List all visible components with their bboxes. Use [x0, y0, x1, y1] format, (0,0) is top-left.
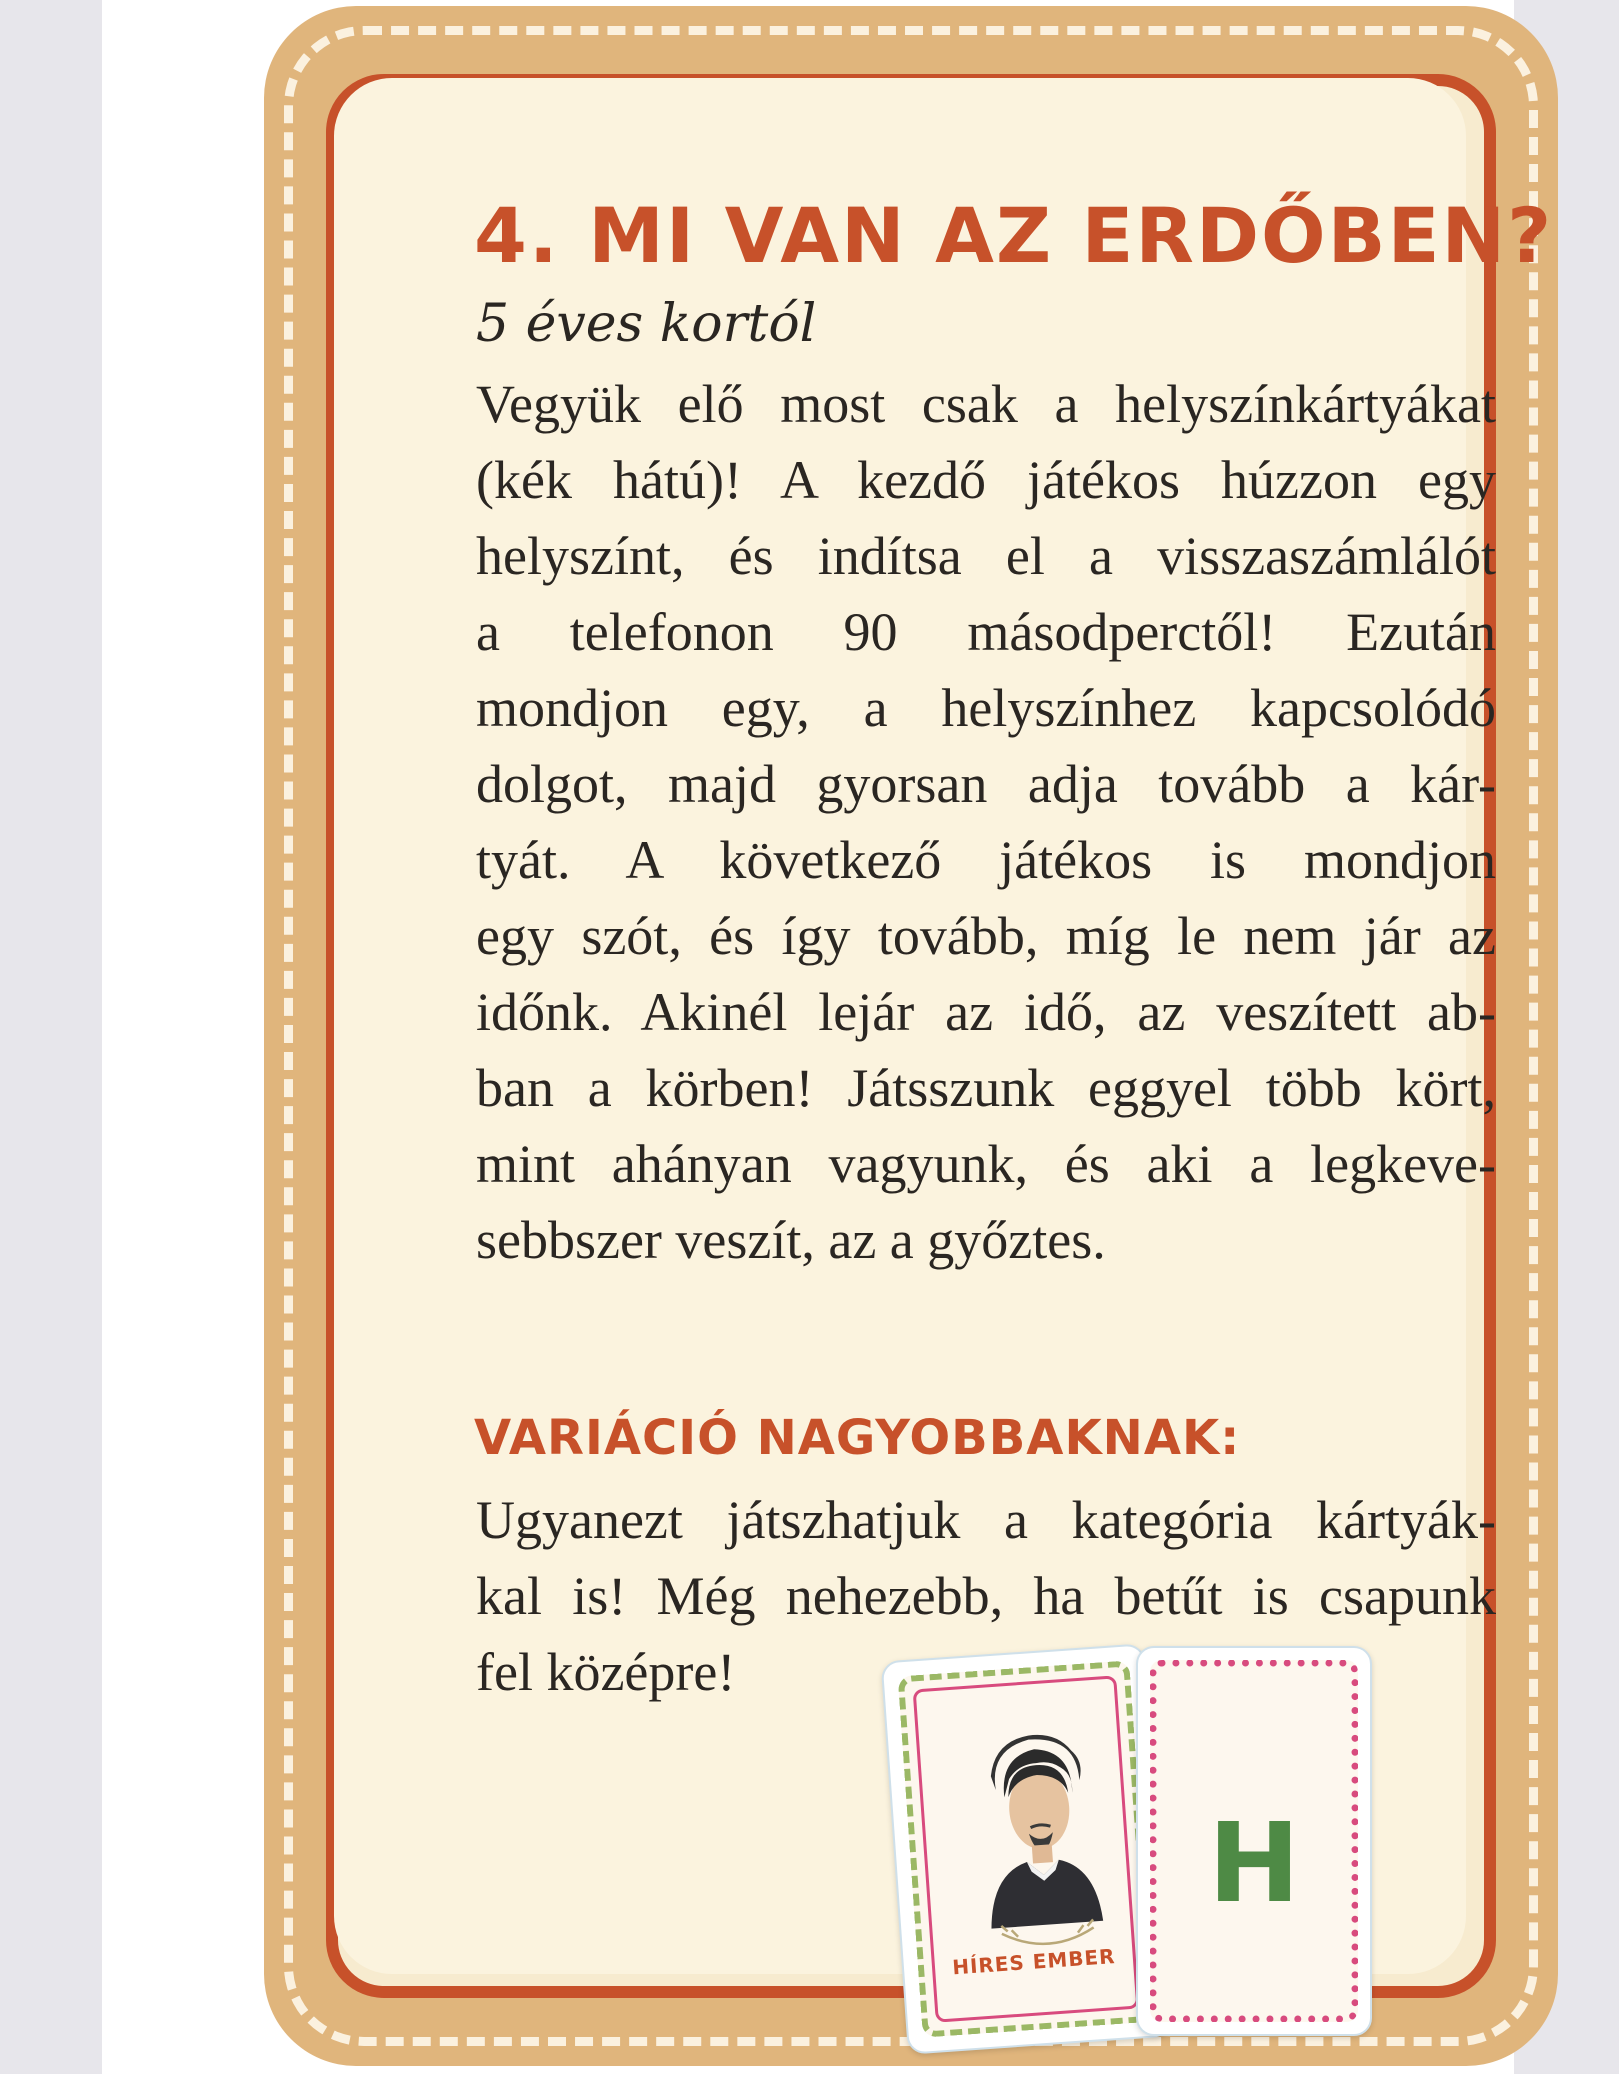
variation-title: VARIÁCIÓ NAGYOBBAKNAK: — [474, 1410, 1241, 1466]
body-line: mondjon egy, a helyszínhez kapcsolódó — [476, 678, 1496, 738]
instruction-card — [264, 6, 1558, 2066]
body-line: helyszínt, és indítsa el a visszaszámlálót — [476, 526, 1496, 586]
body-line: tyát. A következő játékos is mondjon — [476, 830, 1496, 890]
card-frame — [898, 1660, 1155, 2037]
body-line: egy szót, és így tovább, míg le nem jár az — [476, 906, 1496, 966]
card-content — [334, 78, 1554, 1980]
variation-line: Ugyanezt játszhatjuk a kategória kártyák- — [476, 1490, 1496, 1550]
body-line: ban a körben! Játsszunk eggyel több kört, — [476, 1058, 1496, 1118]
variation-line: fel középre! — [476, 1642, 736, 1702]
body-line: sebbszer veszít, az a győztes. — [476, 1210, 1106, 1270]
variation-line: kal is! Még nehezebb, ha betűt is csapunk — [476, 1566, 1496, 1626]
famous-person-card — [881, 1643, 1172, 2054]
body-line: a telefonon 90 másodperctől! Ezután — [476, 602, 1496, 662]
body-line: Vegyük elő most csak a helyszínkártyákat — [476, 374, 1496, 434]
game-cards-illustration — [894, 1646, 1494, 2066]
body-line: mint ahányan vagyunk, és aki a legkeve- — [476, 1134, 1496, 1194]
page-sheet — [102, 0, 1554, 2074]
famous-person-label: HÍRES EMBER — [951, 1944, 1117, 1980]
card-title: 4. MI VAN AZ ERDŐBEN? — [474, 191, 1554, 280]
card-frame — [1150, 1660, 1358, 2022]
body-line: (kék hátú)! A kezdő játékos húzzon egy — [476, 450, 1496, 510]
portrait-illustration — [958, 1720, 1124, 1960]
letter-card — [1136, 1646, 1372, 2036]
card-subtitle: 5 éves kortól — [476, 294, 817, 354]
body-line: időnk. Akinél lejár az idő, az veszített ab- — [476, 982, 1496, 1042]
card-letter: H — [1207, 1799, 1301, 1927]
body-line: dolgot, majd gyorsan adja tovább a kár- — [476, 754, 1496, 814]
